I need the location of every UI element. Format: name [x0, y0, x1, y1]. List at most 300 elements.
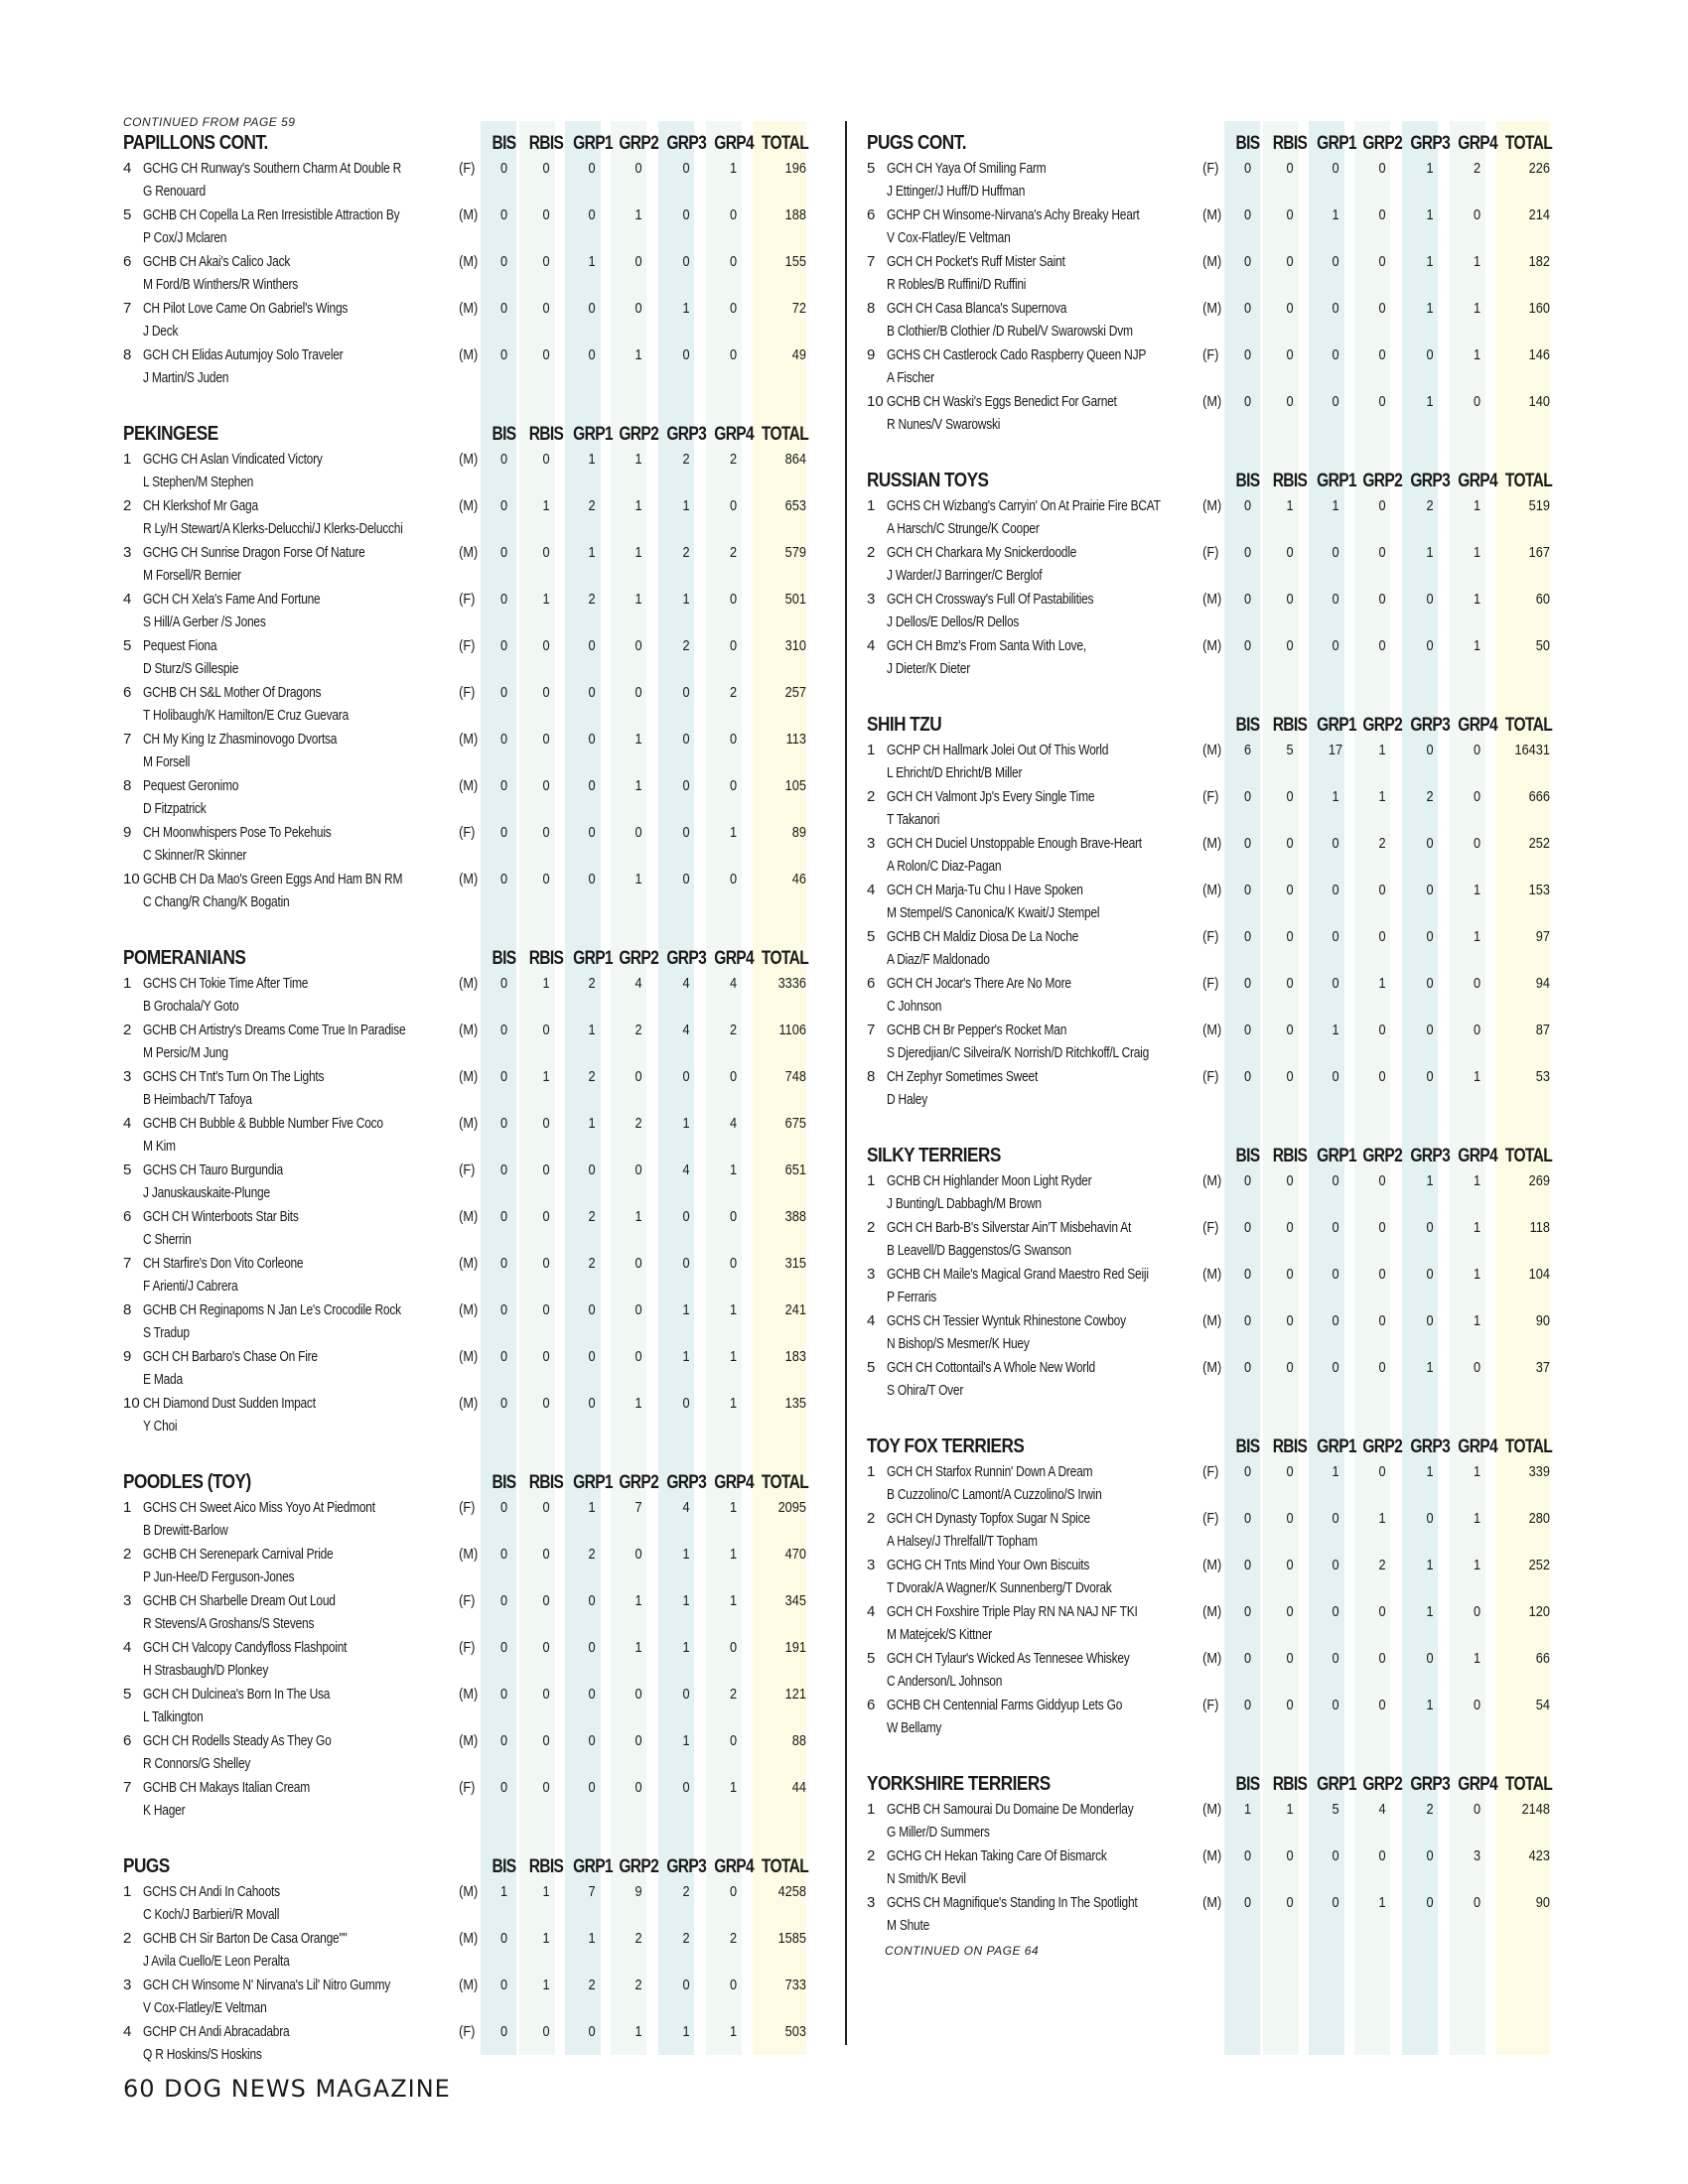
stat-cell: 0 — [499, 637, 508, 654]
stat-cell: 1 — [1378, 1894, 1386, 1911]
stat-cell: 0 — [499, 1639, 508, 1656]
dog-entry — [887, 250, 1200, 297]
stat-cell: 0 — [588, 824, 596, 841]
column-header: BIS — [1235, 1774, 1260, 1795]
column-header: GRP4 — [714, 948, 755, 969]
stat-cell: 0 — [682, 253, 690, 270]
owner-names: N Smith/K Bevil — [887, 1870, 966, 1887]
stat-cell: 0 — [542, 777, 550, 794]
stat-cell: 0 — [682, 1068, 690, 1085]
sex: (M) — [459, 1301, 479, 1318]
dog-entry — [887, 541, 1200, 588]
dog-entry — [143, 1880, 457, 1927]
table-row — [123, 728, 878, 774]
table-row — [123, 1019, 878, 1065]
stat-cell: 1 — [588, 544, 596, 561]
stat-cell: 4 — [729, 1115, 738, 1132]
dog-entry — [143, 1205, 457, 1252]
stat-cell: 1106 — [778, 1022, 806, 1038]
owner-names: J Deck — [143, 323, 179, 340]
rank: 7 — [867, 1022, 876, 1038]
stat-cell: 1585 — [777, 1930, 806, 1947]
stat-cell: 72 — [791, 300, 806, 317]
stat-cell: 2 — [682, 637, 690, 654]
column-header: RBIS — [528, 1472, 564, 1493]
dog-name: CH My King Iz Zhasminovogo Dvortsa — [143, 731, 338, 748]
dog-entry — [143, 541, 457, 588]
rank: 4 — [867, 637, 876, 654]
stat-cell: 0 — [588, 1395, 596, 1412]
stat-cell: 4 — [682, 1022, 690, 1038]
stat-cell: 1 — [729, 1161, 738, 1178]
dog-entry — [887, 1798, 1200, 1844]
stat-cell: 0 — [1286, 1603, 1294, 1620]
dog-name: GCHS CH Tauro Burgundia — [143, 1161, 283, 1178]
stat-cell: 2 — [588, 1255, 596, 1272]
column-header: GRP2 — [1362, 1436, 1403, 1457]
dog-name: CH Starfire's Don Vito Corleone — [143, 1255, 304, 1272]
stat-cell: 0 — [1286, 300, 1294, 317]
table-row — [123, 1252, 878, 1298]
stat-cell: 105 — [784, 777, 806, 794]
stat-cell: 0 — [1286, 882, 1294, 898]
dog-name: GCHB CH Da Mao's Green Eggs And Ham BN RM — [143, 871, 403, 887]
stat-cell: 0 — [1473, 788, 1481, 805]
stat-cell: 1 — [1473, 1510, 1481, 1527]
column-header: RBIS — [1272, 715, 1308, 736]
stat-cell: 0 — [682, 1686, 690, 1703]
stat-cell: 1 — [1473, 1463, 1481, 1480]
stat-cell: 1 — [588, 253, 596, 270]
table-row — [123, 1974, 878, 2020]
dog-entry — [887, 204, 1200, 250]
stat-cell: 1 — [1426, 1697, 1434, 1713]
column-header: GRP1 — [1317, 1146, 1356, 1166]
stat-cell: 0 — [1286, 835, 1294, 852]
rank: 7 — [867, 253, 876, 270]
stat-cell: 0 — [1332, 1847, 1339, 1864]
stat-cell: 0 — [1286, 1510, 1294, 1527]
stat-cell: 113 — [785, 731, 806, 748]
table-row — [867, 1891, 1621, 1938]
stat-cell: 0 — [1426, 975, 1434, 992]
breed-section — [123, 129, 878, 390]
stat-cell: 0 — [1332, 393, 1339, 410]
column-header: GRP1 — [1317, 1774, 1356, 1795]
stat-cell: 0 — [542, 451, 550, 468]
dog-entry — [887, 739, 1200, 785]
rank: 4 — [123, 2023, 132, 2040]
column-header: GRP1 — [573, 1472, 613, 1493]
table-row — [123, 1298, 878, 1345]
column-header: TOTAL — [761, 1856, 809, 1877]
stat-cell: 0 — [1286, 393, 1294, 410]
stat-cell: 0 — [1332, 1603, 1339, 1620]
rank: 6 — [123, 253, 132, 270]
table-row — [123, 634, 878, 681]
stat-cell: 1 — [542, 591, 550, 608]
dog-entry — [143, 634, 457, 681]
section-header — [123, 420, 878, 446]
column-header: GRP4 — [1458, 471, 1498, 491]
stat-cell: 0 — [499, 777, 508, 794]
stat-cell: 0 — [1473, 1603, 1481, 1620]
dog-name: GCH CH Rodells Steady As They Go — [143, 1732, 332, 1749]
owner-names: B Grochala/Y Goto — [143, 998, 239, 1015]
sex: (M) — [1202, 742, 1222, 758]
stat-cell: 0 — [682, 871, 690, 887]
dog-entry — [887, 157, 1200, 204]
dog-entry — [143, 1543, 457, 1589]
stat-cell: 0 — [682, 1395, 690, 1412]
sex: (F) — [1202, 1463, 1219, 1480]
stat-cell: 0 — [1243, 1894, 1252, 1911]
right-column — [867, 129, 1621, 1987]
stat-cell: 2 — [682, 1930, 690, 1947]
column-header: GRP2 — [1362, 715, 1403, 736]
owner-names: M Kim — [143, 1138, 176, 1155]
stat-cell: 49 — [791, 346, 806, 363]
table-row — [123, 2020, 878, 2067]
stat-cell: 0 — [634, 253, 642, 270]
dog-name: GCHB CH Waski's Eggs Benedict For Garnet — [887, 393, 1117, 410]
stat-cell: 0 — [1243, 975, 1252, 992]
owner-names: G Renouard — [143, 183, 206, 200]
dog-name: GCHB CH Artistry's Dreams Come True In Paradise — [143, 1022, 406, 1038]
stat-cell: 241 — [784, 1301, 806, 1318]
owner-names: W Bellamy — [887, 1719, 942, 1736]
dog-entry — [887, 832, 1200, 879]
column-header: GRP2 — [619, 948, 659, 969]
sex: (M) — [1202, 1603, 1222, 1620]
table-row — [123, 1589, 878, 1636]
column-header: TOTAL — [1504, 715, 1553, 736]
stat-cell: 1 — [1243, 1801, 1252, 1818]
owner-names: S Ohira/T Over — [887, 1382, 964, 1399]
continued-from-note: CONTINUED FROM PAGE 59 — [123, 115, 296, 129]
dog-name: GCH CH Dynasty Topfox Sugar N Spice — [887, 1510, 1090, 1527]
dog-entry — [887, 1019, 1200, 1065]
stat-cell: 0 — [1243, 544, 1252, 561]
sex: (M) — [459, 1977, 479, 1993]
stat-cell: 0 — [1332, 975, 1339, 992]
owner-names: J Januskauskaite-Plunge — [143, 1184, 270, 1201]
stat-cell: 0 — [1286, 1697, 1294, 1713]
breed-title: PEKINGESE — [123, 423, 218, 445]
stat-cell: 0 — [588, 1348, 596, 1365]
stat-cell: 1 — [634, 1395, 642, 1412]
stat-cell: 0 — [499, 1068, 508, 1085]
rank: 3 — [867, 1894, 876, 1911]
dog-entry — [143, 1927, 457, 1974]
dog-name: GCH CH Elidas Autumjoy Solo Traveler — [143, 346, 344, 363]
column-header: BIS — [492, 424, 516, 445]
stat-cell: 121 — [784, 1686, 806, 1703]
sex: (M) — [1202, 206, 1222, 223]
stat-cell: 1 — [1378, 975, 1386, 992]
rank: 5 — [123, 1686, 132, 1703]
table-row — [867, 250, 1621, 297]
column-header: RBIS — [1272, 1146, 1308, 1166]
stat-cell: 0 — [634, 1686, 642, 1703]
stat-cell: 0 — [1286, 1650, 1294, 1667]
dog-entry — [143, 1974, 457, 2020]
stat-cell: 0 — [499, 2023, 508, 2040]
column-header: GRP1 — [1317, 133, 1356, 154]
dog-name: GCHG CH Sunrise Dragon Forse Of Nature — [143, 544, 365, 561]
stat-cell: 345 — [784, 1592, 806, 1609]
owner-names: J Ettinger/J Huff/D Huffman — [887, 183, 1026, 200]
stat-cell: 0 — [1378, 206, 1386, 223]
stat-cell: 257 — [784, 684, 806, 701]
rank: 5 — [867, 928, 876, 945]
stat-cell: 0 — [1378, 1266, 1386, 1283]
table-row — [123, 972, 878, 1019]
table-row — [123, 1496, 878, 1543]
dog-name: GCHB CH Bubble & Bubble Number Five Coco — [143, 1115, 383, 1132]
column-header: GRP1 — [573, 424, 613, 445]
stat-cell: 214 — [1528, 206, 1550, 223]
dog-name: GCH CH Cottontail's A Whole New World — [887, 1359, 1095, 1376]
stat-cell: 1 — [1473, 253, 1481, 270]
stat-cell: 2 — [1426, 1801, 1434, 1818]
dog-entry — [143, 1345, 457, 1392]
column-header: TOTAL — [761, 1472, 809, 1493]
table-row — [867, 1019, 1621, 1065]
rank: 1 — [867, 742, 876, 758]
stat-cell: 653 — [784, 497, 806, 514]
stat-cell: 280 — [1528, 1510, 1550, 1527]
table-row — [123, 1880, 878, 1927]
column-header: BIS — [492, 1856, 516, 1877]
section-header — [867, 467, 1621, 492]
sex: (M) — [459, 1686, 479, 1703]
stat-cell: 0 — [1243, 1847, 1252, 1864]
stat-cell: 0 — [1378, 637, 1386, 654]
stat-cell: 120 — [1528, 1603, 1550, 1620]
stat-cell: 1 — [1473, 637, 1481, 654]
rank: 8 — [123, 346, 132, 363]
stat-cell: 1 — [634, 451, 642, 468]
table-row — [867, 390, 1621, 437]
stat-cell: 0 — [729, 1208, 738, 1225]
stat-cell: 0 — [499, 1732, 508, 1749]
column-header: GRP4 — [1458, 715, 1498, 736]
column-header: GRP3 — [1410, 715, 1451, 736]
stat-cell: 2 — [682, 1883, 690, 1900]
rank: 6 — [123, 1732, 132, 1749]
stat-cell: 503 — [784, 2023, 806, 2040]
stat-cell: 0 — [542, 346, 550, 363]
sex: (F) — [459, 160, 476, 177]
sex: (M) — [459, 1883, 479, 1900]
dog-name: Pequest Fiona — [143, 637, 217, 654]
stat-cell: 0 — [634, 684, 642, 701]
stat-cell: 0 — [542, 1161, 550, 1178]
stat-cell: 0 — [1426, 835, 1434, 852]
sex: (M) — [459, 253, 479, 270]
sex: (F) — [1202, 160, 1219, 177]
dog-name: GCH CH Yaya Of Smiling Farm — [887, 160, 1047, 177]
dog-entry — [887, 588, 1200, 634]
column-header: GRP1 — [573, 133, 613, 154]
stat-cell: 0 — [1378, 1219, 1386, 1236]
owner-names: A Fischer — [887, 369, 934, 386]
stat-cell: 0 — [499, 1395, 508, 1412]
owner-names: C Skinner/R Skinner — [143, 847, 247, 864]
rank: 6 — [867, 1697, 876, 1713]
stat-cell: 0 — [682, 346, 690, 363]
column-header: GRP1 — [1317, 715, 1356, 736]
rank: 5 — [123, 206, 132, 223]
column-header: GRP1 — [573, 948, 613, 969]
stat-cell: 0 — [634, 1732, 642, 1749]
stat-cell: 0 — [1378, 544, 1386, 561]
stat-cell: 0 — [542, 1779, 550, 1796]
column-header: GRP2 — [1362, 471, 1403, 491]
dog-entry — [143, 1589, 457, 1636]
stat-cell: 0 — [1426, 742, 1434, 758]
dog-entry — [887, 1600, 1200, 1647]
dog-name: GCH CH Winterboots Star Bits — [143, 1208, 299, 1225]
stat-cell: 2 — [729, 544, 738, 561]
stat-cell: 0 — [499, 1930, 508, 1947]
stat-cell: 196 — [784, 160, 806, 177]
dog-entry — [143, 1392, 457, 1438]
owner-names: P Ferraris — [887, 1289, 937, 1305]
sex: (F) — [1202, 1510, 1219, 1527]
rank: 3 — [867, 1557, 876, 1573]
stat-cell: 0 — [1243, 393, 1252, 410]
stat-cell: 1 — [1332, 1022, 1339, 1038]
dog-name: GCH CH Xela's Fame And Fortune — [143, 591, 321, 608]
table-row — [123, 494, 878, 541]
breed-section — [123, 1468, 878, 1823]
stat-cell: 0 — [1332, 1312, 1339, 1329]
table-row — [867, 1309, 1621, 1356]
dog-entry — [887, 1844, 1200, 1891]
stat-cell: 1 — [682, 1115, 690, 1132]
stat-cell: 0 — [542, 1395, 550, 1412]
sex: (M) — [459, 1115, 479, 1132]
stat-cell: 1 — [729, 824, 738, 841]
dog-entry — [143, 1683, 457, 1729]
dog-name: GCHS CH Wizbang's Carryin' On At Prairie Fire BCAT — [887, 497, 1161, 514]
column-header: GRP4 — [1458, 133, 1498, 154]
stat-cell: 2 — [682, 451, 690, 468]
stat-cell: 1 — [729, 1499, 738, 1516]
dog-entry — [887, 879, 1200, 925]
sex: (M) — [1202, 1022, 1222, 1038]
dog-name: GCH CH Foxshire Triple Play RN NA NAJ NF TKI — [887, 1603, 1138, 1620]
stat-cell: 0 — [1243, 1022, 1252, 1038]
stat-cell: 0 — [1243, 1172, 1252, 1189]
stat-cell: 0 — [682, 777, 690, 794]
stat-cell: 0 — [682, 160, 690, 177]
table-row — [867, 1507, 1621, 1554]
rank: 7 — [123, 300, 132, 317]
table-row — [123, 588, 878, 634]
stat-cell: 2 — [1378, 835, 1386, 852]
dog-name: GCHB CH Centennial Farms Giddyup Lets Go — [887, 1697, 1123, 1713]
stat-cell: 0 — [542, 544, 550, 561]
stat-cell: 0 — [588, 160, 596, 177]
stat-cell: 423 — [1528, 1847, 1550, 1864]
dog-entry — [143, 681, 457, 728]
stat-cell: 0 — [1243, 1312, 1252, 1329]
rank: 4 — [867, 1603, 876, 1620]
stat-cell: 3336 — [777, 975, 806, 992]
stat-cell: 0 — [1378, 1847, 1386, 1864]
stat-cell: 1 — [1426, 1172, 1434, 1189]
owner-names: T Dvorak/A Wagner/K Sunnenberg/T Dvorak — [887, 1579, 1112, 1596]
stat-cell: 0 — [499, 731, 508, 748]
stat-cell: 0 — [1332, 1697, 1339, 1713]
column-header: TOTAL — [761, 424, 809, 445]
stat-cell: 1 — [1286, 1801, 1294, 1818]
column-header: RBIS — [528, 948, 564, 969]
breed-title: PAPILLONS CONT. — [123, 132, 268, 154]
column-header: RBIS — [528, 1856, 564, 1877]
table-row — [867, 832, 1621, 879]
stat-cell: 1 — [634, 2023, 642, 2040]
stat-cell: 2 — [634, 1977, 642, 1993]
stat-cell: 2 — [1473, 160, 1481, 177]
rank: 1 — [867, 1801, 876, 1818]
stat-cell: 1 — [682, 1301, 690, 1318]
stat-cell: 0 — [1243, 1697, 1252, 1713]
table-row — [867, 1169, 1621, 1216]
rank: 2 — [867, 788, 876, 805]
rank: 6 — [123, 684, 132, 701]
column-header: RBIS — [1272, 471, 1308, 491]
stat-cell: 94 — [1535, 975, 1550, 992]
sex: (F) — [1202, 788, 1219, 805]
stat-cell: 0 — [1378, 1697, 1386, 1713]
stat-cell: 5 — [1286, 742, 1294, 758]
stat-cell: 579 — [784, 544, 806, 561]
dog-entry — [887, 1507, 1200, 1554]
stat-cell: 0 — [1286, 591, 1294, 608]
dog-entry — [887, 1647, 1200, 1694]
owner-names: P Cox/J Mclaren — [143, 229, 227, 246]
stat-cell: 0 — [1378, 253, 1386, 270]
dog-name: GCHS CH Tnt's Turn On The Lights — [143, 1068, 325, 1085]
stat-cell: 191 — [784, 1639, 806, 1656]
stat-cell: 0 — [729, 1732, 738, 1749]
stat-cell: 0 — [1286, 788, 1294, 805]
stat-cell: 0 — [1332, 1068, 1339, 1085]
stat-cell: 0 — [499, 1255, 508, 1272]
stat-cell: 0 — [1243, 1219, 1252, 1236]
table-row — [867, 1216, 1621, 1263]
column-header: GRP3 — [1410, 1436, 1451, 1457]
dog-entry — [143, 343, 457, 390]
stat-cell: 0 — [588, 1161, 596, 1178]
owner-names: T Holibaugh/K Hamilton/E Cruz Guevara — [143, 707, 349, 724]
column-header: TOTAL — [761, 948, 809, 969]
column-header: GRP3 — [1410, 1146, 1451, 1166]
stat-cell: 0 — [1243, 882, 1252, 898]
dog-entry — [887, 1554, 1200, 1600]
stat-cell: 733 — [784, 1977, 806, 1993]
rank: 3 — [123, 544, 132, 561]
stat-cell: 0 — [682, 1255, 690, 1272]
dog-name: GCH CH Winsome N' Nirvana's Lil' Nitro Gummy — [143, 1977, 391, 1993]
stat-cell: 0 — [499, 1546, 508, 1563]
dog-name: GCH CH Charkara My Snickerdoodle — [887, 544, 1077, 561]
dog-entry — [887, 634, 1200, 681]
